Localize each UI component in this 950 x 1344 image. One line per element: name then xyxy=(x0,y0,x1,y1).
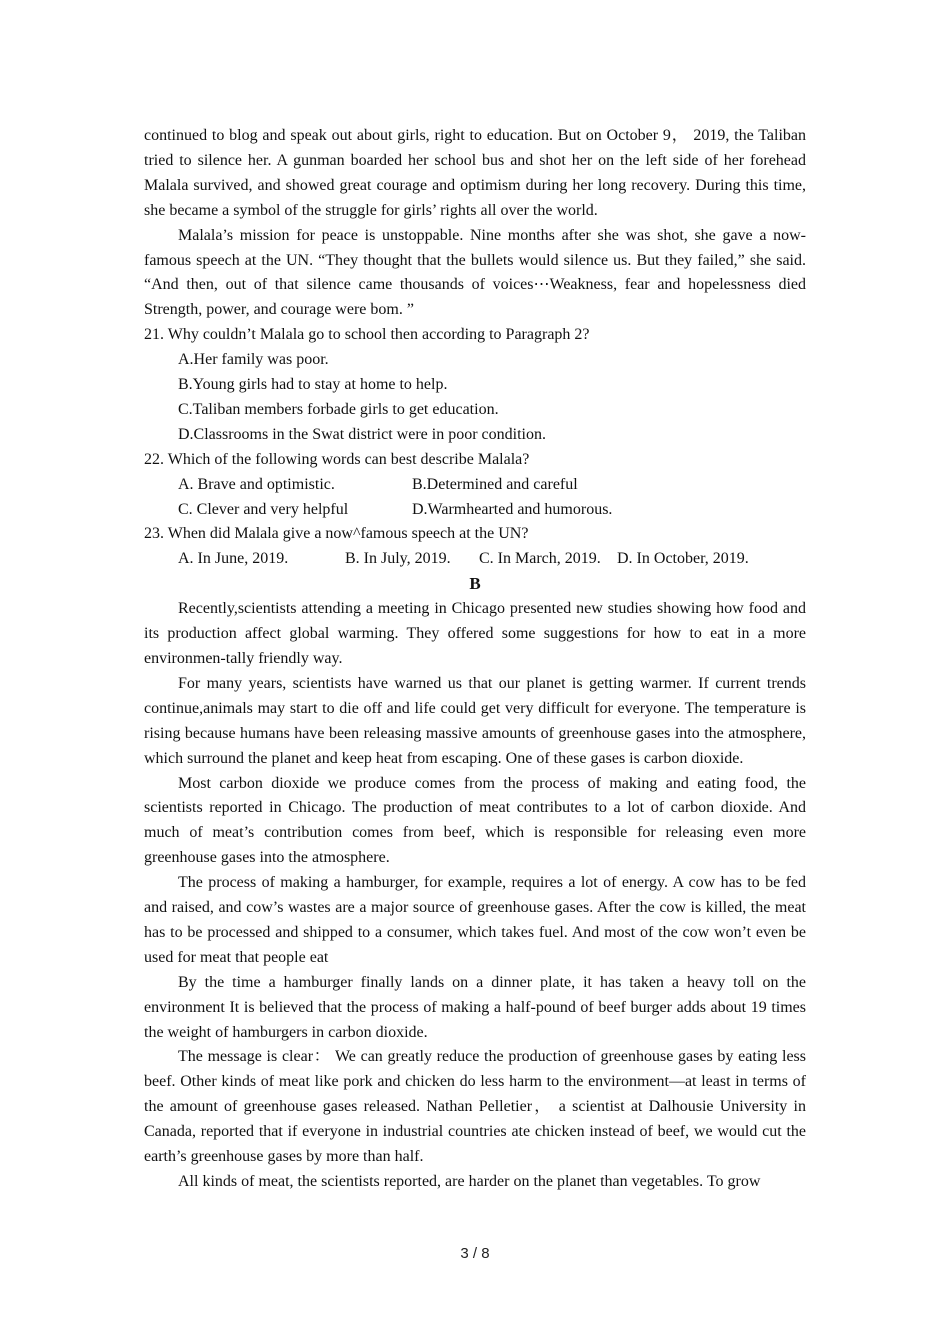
question-21-option-d: D.Classrooms in the Swat district were in poor condition. xyxy=(178,425,546,443)
question-21-stem: 21. Why couldn’t Malala go to school then according to Paragraph 2? xyxy=(144,326,590,344)
question-22-option-a: A. Brave and optimistic. xyxy=(178,475,335,493)
question-23-options-row xyxy=(144,547,806,572)
question-21-option-b: B.Young girls had to stay at home to help. xyxy=(178,376,448,394)
question-21 xyxy=(144,323,806,448)
question-23-stem: 23. When did Malala give a now^famous speech at the UN? xyxy=(144,525,529,543)
question-22-options-row-2 xyxy=(144,498,806,523)
question-22-option-d: D.Warmhearted and humorous. xyxy=(412,500,613,518)
section-b-paragraph-1: Recently,scientists attending a meeting in Chicago presented new studies showing how food and its production affect global warming. They offered some suggestions for how to eat in a more environmen-tally friendly way. xyxy=(144,600,806,667)
question-22-options-row-1 xyxy=(144,473,806,498)
question-23-option-b: B. In July, 2019. xyxy=(345,550,451,568)
section-b-paragraph-7: All kinds of meat, the scientists reported, are harder on the planet than vegetables. To grow xyxy=(178,1173,761,1191)
question-22 xyxy=(144,448,806,523)
question-23 xyxy=(144,522,806,572)
page-number: 3 / 8 xyxy=(460,1245,490,1262)
question-23-option-d: D. In October, 2019. xyxy=(617,550,749,568)
question-21-option-a: A.Her family was poor. xyxy=(178,351,329,369)
section-b-paragraph-6: The message is clear： We can greatly reduce the production of greenhouse gases by eating less beef. Other kinds of meat like pork and chicken do less harm to the environment—at least in terms of the amount of greenhouse gases released. Nathan Pelletier， a scientist at Dalhousie University in Canada, reported that if everyone in industrial countries ate chicken instead of beef, we would cut the earth’s greenhouse gases by more than half. xyxy=(144,1048,806,1166)
section-b-paragraph-5: By the time a hamburger finally lands on a dinner plate, it has taken a heavy toll on the environment It is believed that the process of making a half-pound of beef burger adds about 19 times the weight of hamburgers in carbon dioxide. xyxy=(144,973,806,1041)
question-22-option-b: B.Determined and careful xyxy=(412,475,578,493)
question-23-option-c: C. In March, 2019. xyxy=(479,550,601,568)
question-22-stem: 22. Which of the following words can best describe Malala? xyxy=(144,450,530,468)
section-b-paragraph-4: The process of making a hamburger, for example, requires a lot of energy. A cow has to be fed and raised, and cow’s wastes are a major source of greenhouse gases. After the cow is killed, the meat has to be processed and shipped to a consumer, which takes fuel. And most of the cow won’t even be used for meat that people eat xyxy=(144,874,806,966)
section-b-paragraph-3: Most carbon dioxide we produce comes from the process of making and eating food, the scientists reported in Chicago. The production of meat contributes to a lot of carbon dioxide. And much of meat’s contribution comes from beef, which is responsible for releasing even more greenhouse gases into the atmosphere. xyxy=(144,774,806,867)
passage-a-paragraph-2: Malala’s mission for peace is unstoppable. Nine months after she was shot, she gave a now-famous speech at the UN. “They thought that the bullets would silence us. But they failed,” she said. “And then, out of that silence came thousands of voices⋯Weakness, fear and hopelessness died Strength, power, and courage were bom. ” xyxy=(144,226,806,319)
section-b-paragraph-2: For many years, scientists have warned us that our planet is getting warmer. If current trends continue,animals may start to die off and life could get very difficult for everyone. The temperature is rising because humans have been releasing massive amounts of greenhouse gases into the atmosphere, which surround the planet and keep heat from escaping. One of these gases is carbon dioxide. xyxy=(144,674,806,767)
section-b-title: B xyxy=(469,574,481,594)
page-content xyxy=(144,124,806,1195)
question-21-option-c: C.Taliban members forbade girls to get education. xyxy=(178,400,499,418)
question-22-option-c: C. Clever and very helpful xyxy=(178,500,349,518)
passage-a-paragraph-1: continued to blog and speak out about girls, right to education. But on October 9， 2019, the Taliban tried to silence her. A gunman boarded her school bus and shot her on the left side of her forehead Malala survived, and showed great courage and optimism during her long recovery. During this time, she became a symbol of the struggle for girls’ rights all over the world. xyxy=(144,127,806,219)
question-23-option-a: A. In June, 2019. xyxy=(178,550,289,568)
